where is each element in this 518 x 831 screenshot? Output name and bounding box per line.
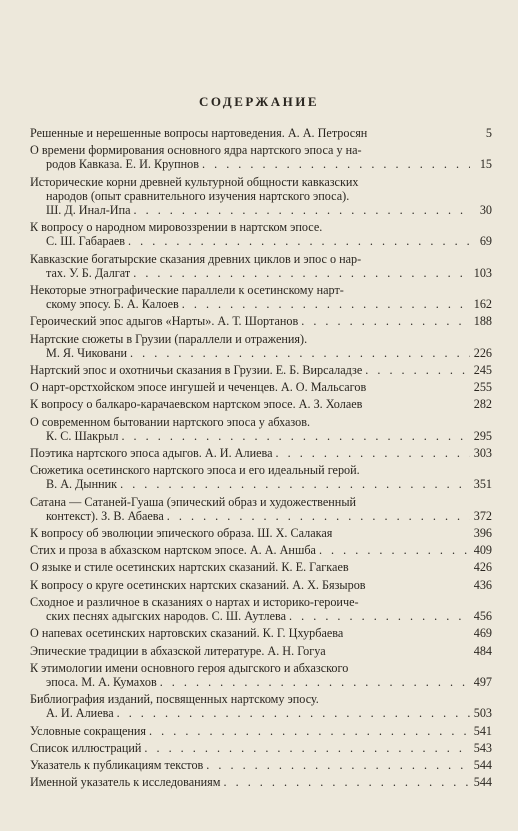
toc-page-number: 295 bbox=[473, 428, 492, 443]
toc-entry-line bbox=[30, 706, 492, 720]
toc-page-number: 409 bbox=[473, 543, 492, 558]
toc-page-number: 543 bbox=[473, 740, 492, 755]
toc-entry-line bbox=[30, 509, 492, 523]
toc-entry bbox=[30, 560, 492, 574]
toc-page-number: 188 bbox=[473, 314, 492, 329]
toc-entry-line bbox=[30, 758, 492, 772]
dot-leader bbox=[146, 724, 470, 738]
toc-page-number: 351 bbox=[473, 477, 492, 492]
dot-leader bbox=[127, 346, 470, 360]
toc-entry-line bbox=[30, 692, 492, 706]
toc-entry-text: К вопросу о народном мировоззрении в нартском эпосе. bbox=[30, 220, 323, 235]
toc-page-number: 15 bbox=[479, 157, 492, 172]
toc-entry-text: Указатель к публикациям текстов bbox=[30, 757, 204, 772]
toc-entry bbox=[30, 397, 492, 411]
dot-leader bbox=[118, 429, 470, 443]
toc-entry bbox=[30, 578, 492, 592]
toc-page-number: 544 bbox=[473, 757, 492, 772]
toc-entry-text: А. И. Алиева bbox=[46, 706, 114, 721]
toc-entry bbox=[30, 595, 492, 623]
toc-page-number: 544 bbox=[473, 775, 492, 790]
dot-leader bbox=[286, 609, 470, 623]
toc-page-number: 469 bbox=[473, 626, 492, 641]
toc-entry bbox=[30, 626, 492, 640]
toc-entry bbox=[30, 463, 492, 491]
toc-entry bbox=[30, 741, 492, 755]
toc-entry bbox=[30, 758, 492, 772]
toc-entry-line bbox=[30, 463, 492, 477]
toc-entry-line bbox=[30, 560, 492, 574]
toc-entry bbox=[30, 332, 492, 360]
toc-entry-text: Список иллюстраций bbox=[30, 740, 142, 755]
toc-entry-line bbox=[30, 252, 492, 266]
toc-entry-text: Нартский эпос и охотничьи сказания в Грузии. Е. Б. Вирсаладзе bbox=[30, 363, 363, 378]
toc-entry-text: О языке и стиле осетинских нартских сказаний. К. Е. Гагкаев bbox=[30, 560, 349, 575]
toc-entry-text: М. Я. Чиковани bbox=[46, 345, 128, 360]
toc-entry-text: тах. У. Б. Далгат bbox=[46, 265, 131, 280]
toc-page-number: 245 bbox=[473, 363, 492, 378]
toc-entry-text: В. А. Дынник bbox=[46, 477, 118, 492]
toc-entry-line bbox=[30, 415, 492, 429]
toc-entry-line bbox=[30, 626, 492, 640]
toc-entry-text: Решенные и нерешенные вопросы нартоведения. А. А. Петросян bbox=[30, 126, 368, 140]
toc-entry-line bbox=[30, 526, 492, 540]
toc-entry-text: Кавказские богатырские сказания древних циклов и эпос о нар- bbox=[30, 251, 362, 266]
toc-entry bbox=[30, 775, 492, 789]
table-of-contents bbox=[30, 126, 492, 792]
toc-page-number: 282 bbox=[473, 397, 492, 412]
toc-entry-text: О современном бытовании нартского эпоса у абхазов. bbox=[30, 414, 311, 429]
toc-page-number: 426 bbox=[473, 560, 492, 575]
toc-entry bbox=[30, 252, 492, 280]
toc-entry-line bbox=[30, 429, 492, 443]
toc-entry-line bbox=[30, 157, 492, 171]
toc-entry-text: К вопросу об эволюции эпического образа. Ш. Х. Салакая bbox=[30, 526, 333, 541]
dot-leader bbox=[199, 157, 470, 171]
page-title: СОДЕРЖАНИЕ bbox=[198, 94, 320, 109]
toc-entry-text: О напевах осетинских нартовских сказаний. К. Г. Цхурбаева bbox=[30, 626, 344, 641]
toc-entry-text: Поэтика нартского эпоса адыгов. А. И. Алиева bbox=[30, 446, 273, 461]
toc-entry-text: народов (опыт сравнительного изучения нартского эпоса). bbox=[46, 188, 350, 203]
dot-leader bbox=[273, 446, 470, 460]
dot-leader bbox=[362, 363, 470, 377]
toc-entry-text: О времени формирования основного ядра нартского эпоса у на- bbox=[30, 143, 362, 158]
toc-entry-text: Условные сокращения bbox=[30, 723, 147, 738]
toc-entry-line bbox=[30, 175, 492, 189]
toc-entry bbox=[30, 126, 492, 140]
toc-page-number: 372 bbox=[473, 508, 492, 523]
toc-entry-text: О нарт-орстхойском эпосе ингушей и чеченцев. А. О. Мальсагов bbox=[30, 380, 367, 395]
toc-page-number: 503 bbox=[473, 706, 492, 721]
toc-entry-text: ских песнях адыгских народов. С. Ш. Аутлева bbox=[46, 609, 287, 624]
toc-entry-text: Сатана — Сатаней-Гуаша (эпический образ и художественный bbox=[30, 494, 357, 509]
toc-entry-line bbox=[30, 266, 492, 280]
toc-entry-line bbox=[30, 675, 492, 689]
toc-entry-line bbox=[30, 595, 492, 609]
toc-entry-line bbox=[30, 283, 492, 297]
toc-entry-text: Сходное и различное в сказаниях о нартах и историко-героиче- bbox=[30, 594, 359, 609]
dot-leader bbox=[117, 477, 470, 491]
toc-entry-line bbox=[30, 143, 492, 157]
toc-entry bbox=[30, 143, 492, 171]
toc-entry-text: скому эпосу. Б. А. Калоев bbox=[46, 297, 179, 312]
toc-entry-line bbox=[30, 495, 492, 509]
toc-entry bbox=[30, 314, 492, 328]
toc-entry-line bbox=[30, 775, 492, 789]
toc-entry-line bbox=[30, 346, 492, 360]
toc-entry-text: Некоторые этнографические параллели к осетинскому нарт- bbox=[30, 283, 344, 298]
toc-entry-line bbox=[30, 644, 492, 658]
toc-entry bbox=[30, 724, 492, 738]
toc-entry-line bbox=[30, 297, 492, 311]
toc-entry-line bbox=[30, 363, 492, 377]
toc-entry-line bbox=[30, 203, 492, 217]
toc-entry-text: Нартские сюжеты в Грузии (параллели и отражения). bbox=[30, 331, 308, 346]
toc-entry-text: Сюжетика осетинского нартского эпоса и его идеальный герой. bbox=[30, 463, 360, 478]
toc-entry-text: эпоса. М. А. Кумахов bbox=[46, 674, 157, 689]
toc-entry-line bbox=[30, 332, 492, 346]
toc-entry-line bbox=[30, 126, 492, 140]
toc-entry bbox=[30, 644, 492, 658]
toc-entry-line bbox=[30, 446, 492, 460]
toc-entry bbox=[30, 446, 492, 460]
toc-entry-text: Героический эпос адыгов «Нарты». А. Т. Шортанов bbox=[30, 314, 299, 329]
dot-leader bbox=[157, 675, 470, 689]
toc-entry-text: Эпические традиции в абхазской литературе. А. Н. Гогуа bbox=[30, 643, 326, 658]
toc-entry-line bbox=[30, 397, 492, 411]
toc-page-number: 255 bbox=[473, 380, 492, 395]
dot-leader bbox=[221, 775, 470, 789]
toc-entry-text: К. С. Шакрыл bbox=[46, 428, 119, 443]
toc-entry-line bbox=[30, 724, 492, 738]
toc-page-number: 303 bbox=[473, 446, 492, 461]
dot-leader bbox=[179, 297, 470, 311]
toc-entry bbox=[30, 526, 492, 540]
toc-page-number: 484 bbox=[473, 643, 492, 658]
toc-page-number: 103 bbox=[473, 265, 492, 280]
toc-entry bbox=[30, 175, 492, 218]
toc-entry-text: К вопросу о круге осетинских нартских сказаний. А. Х. Бязыров bbox=[30, 577, 366, 592]
toc-page-number: 30 bbox=[479, 203, 492, 218]
toc-entry bbox=[30, 283, 492, 311]
toc-entry bbox=[30, 220, 492, 248]
toc-entry bbox=[30, 692, 492, 720]
toc-entry bbox=[30, 661, 492, 689]
toc-page-number: 436 bbox=[473, 577, 492, 592]
toc-entry-text: К вопросу о балкаро-карачаевском нартском эпосе. А. З. Холаев bbox=[30, 397, 363, 412]
dot-leader bbox=[131, 203, 470, 217]
toc-page-number: 5 bbox=[485, 126, 492, 140]
toc-page-number: 497 bbox=[473, 674, 492, 689]
toc-entry-text: К этимологии имени основного героя адыгского и абхазского bbox=[30, 660, 349, 675]
toc-entry-text: Именной указатель к исследованиям bbox=[30, 775, 221, 790]
toc-entry-line bbox=[30, 609, 492, 623]
toc-entry-text: С. Ш. Габараев bbox=[46, 234, 126, 249]
toc-entry bbox=[30, 363, 492, 377]
toc-page-number: 396 bbox=[473, 526, 492, 541]
toc-entry-line bbox=[30, 314, 492, 328]
toc-entry bbox=[30, 495, 492, 523]
toc-page-number: 69 bbox=[479, 234, 492, 249]
dot-leader bbox=[141, 741, 470, 755]
dot-leader bbox=[130, 266, 470, 280]
dot-leader bbox=[114, 706, 470, 720]
dot-leader bbox=[298, 314, 470, 328]
toc-entry bbox=[30, 543, 492, 557]
toc-entry-line bbox=[30, 477, 492, 491]
dot-leader bbox=[316, 543, 470, 557]
toc-entry-text: Библиография изданий, посвященных нартскому эпосу. bbox=[30, 692, 319, 707]
toc-entry-text: Стих и проза в абхазском нартском эпосе. А. А. Аншба bbox=[30, 543, 316, 558]
dot-leader bbox=[203, 758, 470, 772]
toc-entry-line bbox=[30, 234, 492, 248]
toc-entry-text: контекст). З. В. Абаева bbox=[46, 508, 164, 523]
toc-entry-text: родов Кавказа. Е. И. Крупнов bbox=[46, 157, 200, 172]
toc-page-number: 226 bbox=[473, 345, 492, 360]
toc-entry-line bbox=[30, 578, 492, 592]
toc-page-number: 162 bbox=[473, 297, 492, 312]
toc-entry-line bbox=[30, 543, 492, 557]
toc-page-number: 541 bbox=[473, 723, 492, 738]
toc-entry-text: Ш. Д. Инал-Ипа bbox=[46, 203, 131, 218]
toc-entry-line bbox=[30, 741, 492, 755]
toc-entry-line bbox=[30, 661, 492, 675]
toc-entry bbox=[30, 380, 492, 394]
dot-leader bbox=[125, 234, 470, 248]
toc-entry bbox=[30, 415, 492, 443]
toc-entry-line bbox=[30, 380, 492, 394]
dot-leader bbox=[164, 509, 470, 523]
toc-page-number: 456 bbox=[473, 609, 492, 624]
toc-entry-text: Исторические корни древней культурной общности кавказских bbox=[30, 174, 359, 189]
toc-entry-line bbox=[30, 189, 492, 203]
toc-entry-line bbox=[30, 220, 492, 234]
